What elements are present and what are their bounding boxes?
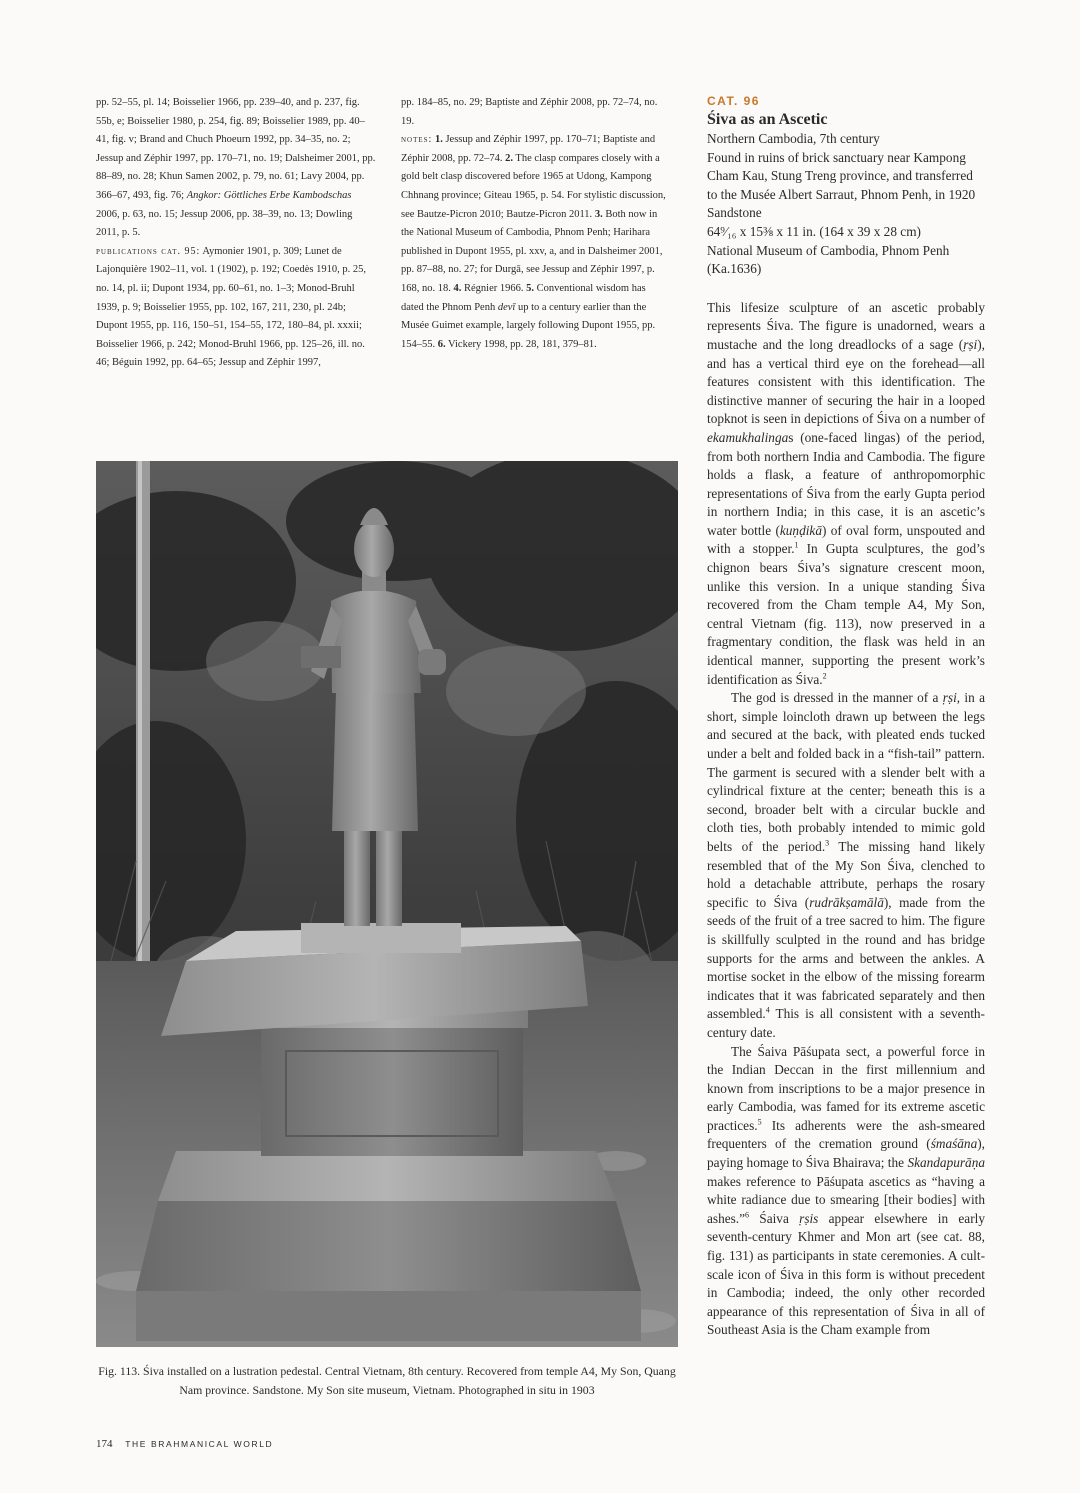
note-text: Régnier 1966. xyxy=(461,282,527,294)
page-number: 174 xyxy=(96,1438,113,1450)
catalog-origin: Northern Cambodia, 7th century xyxy=(707,131,880,146)
essay-text: This is all consistent with a seventh-century date. xyxy=(707,1006,985,1040)
essay-paragraph-3 xyxy=(707,1043,985,1341)
essay-text: , in a short, simple loincloth drawn up between the legs and secured at the back, with pleated ends tucked under a belt and folded back in a “fish-tail” pattern. The garment is secured with a slender belt with a cylindrical fixture at the center; beneath this is a second, broader belt with a circular buckle and cloth ties, both probably intended to mimic gold belts of the period. xyxy=(707,690,985,854)
references-italic-title: Angkor: Göttliches Erbe Kambodschas xyxy=(186,189,352,201)
essay-text: Its adherents were the ash-smeared frequenters of the cremation ground ( xyxy=(707,1117,985,1152)
figure-caption: Fig. 113. Śiva installed on a lustration pedestal. Central Vietnam, 8th century. Recovered from temple A4, My Son, Quang Nam province. Sandstone. My Son site museum, Vietnam. Photographed in situ in 1903 xyxy=(98,1364,676,1397)
note-text: Conventional wisdom has dated the Phnom Penh xyxy=(401,282,646,313)
italic-term: śmaśāna xyxy=(930,1136,978,1152)
essay-text: In Gupta sculptures, the god’s chignon bears Śiva’s signature crescent moon, unlike this version. In a unique standing Śiva recovered from the Cham temple A4, My Son, central Vietnam (fig. 113), now preserved in a fragmentary condition, the flask was held in an identical manner, supporting the present work’s identification as Śiva. xyxy=(707,541,985,687)
footnote-ref: 2 xyxy=(822,671,827,681)
essay-body xyxy=(707,299,985,1340)
references-text-end: 2006, p. 63, no. 15; Jessup 2006, pp. 38–39, no. 13; Dowling 2011, p. 5. xyxy=(96,208,353,239)
note-text: up to a century earlier than the Musée Guimet example, largely following Dupont 1955, pp. 154–55. xyxy=(401,301,656,350)
note-text: Both now in the National Museum of Cambodia, Phnom Penh; Harihara published in Dupont 1955, pl. xxv, a, and in Dalsheimer 2001, pp. 87–88, no. 27; for Durgā, see Jessup and Zéphir 1997, p. 168, no. 18. xyxy=(401,208,663,294)
essay-text: s (one-faced lingas) of the period, from both northern India and Cambodia. The figure holds a flask, a feature of anthropomorphic representations of Śiva from the early Gupta period in northern India; in this case, it is an ascetic’s water bottle ( xyxy=(707,429,985,538)
essay-text: The missing hand likely resembled that of the My Son Śiva, clenched to hold a detachable attribute, perhaps the rosary specific to Śiva ( xyxy=(707,838,985,910)
footnote-ref: 5 xyxy=(757,1117,762,1127)
catalog-material: Sandstone xyxy=(707,205,762,221)
note-text: Vickery 1998, pp. 28, 181, 379–81. xyxy=(445,338,597,350)
essay-text: ) of oval form, unspouted and with a stopper. xyxy=(707,522,985,557)
publications-text: Aymonier 1901, p. 309; Lunet de Lajonquière 1902–11, vol. 1 (1902), p. 192; Coedès 1910, p. 25, no. 14, pl. ii; Dupont 1934, pp. 60–61, no. 1–3; Monod-Bruhl 1939, p. 9; Boisselier 1955, pp. 102, 167, 211, 230, pl. 24b; Dupont 1955, pp. 116, 150–51, 154–55, 172, 180–84, pl. xxxii; Boisselier 1966, p. 242; Monod-Bruhl 1966, pp. 125–26, ill. no. 46; Béguin 1992, pp. 64–65; Jessup and Zéphir 1997, xyxy=(96,245,366,369)
running-title: THE BRAHMANICAL WORLD xyxy=(125,1439,274,1449)
note-number: 1. xyxy=(434,134,443,146)
italic-term: ṛṣi xyxy=(942,690,957,706)
italic-term: kuṇḍikā xyxy=(779,522,822,538)
essay-text: This lifesize sculpture of an ascetic probably represents Śiva. The figure is unadorned, wears a mustache and the long dreadlocks of a sage ( xyxy=(707,299,985,352)
publications-label: publications cat. 95: xyxy=(96,245,201,257)
italic-term: ekamukhalinga xyxy=(707,429,789,445)
references-text: pp. 52–55, pl. 14; Boisselier 1966, pp. 239–40, and p. 237, fig. 55b, e; Boisselier 1980, p. 254, fig. 89; Boisselier 1989, pp. 40–41, fig. v; Brand and Chuch Phoeurn 1992, pp. 34–35, no. 2; Jessup and Zéphir 1997, pp. 170–71, no. 19; Dalsheimer 2001, pp. 88–89, no. 28; Khun Samen 2002, p. 79, no. 61; Lavy 2004, pp. 366–67, 493, fig. 76; xyxy=(96,97,376,201)
note-number: 6. xyxy=(437,338,446,350)
essay-paragraph-2 xyxy=(707,689,985,1042)
essay-text: Śaiva xyxy=(749,1210,800,1226)
note-number: 4. xyxy=(453,282,462,294)
note-text: The clasp compares closely with a gold belt clasp discovered before 1965 at Udong, Kampong Chhnang province; Giteau 1965, p. 54. For stylistic discussion, see Bautze-Picron 2010; Bautze-Picron 2011. xyxy=(401,152,666,220)
essay-text: makes reference to Pāśupata ascetics as “having a white radiance due to smearing [their bodies] with ashes.” xyxy=(707,1173,985,1226)
essay-text: ), and has a vertical third eye on the forehead—all features consistent with this identification. The distinctive manner of securing the hair in a looped topknot is seen in depictions of Śiva on a number of xyxy=(707,336,985,427)
italic-term: Skandapurāṇa xyxy=(907,1155,985,1171)
catalog-number: CAT. 96 xyxy=(707,94,760,108)
footnote-ref: 1 xyxy=(794,541,799,551)
siva-statue-photo xyxy=(96,461,678,1347)
essay-paragraph-1 xyxy=(707,299,985,689)
figure-photograph xyxy=(96,461,678,1347)
references-column-left xyxy=(96,94,376,373)
note-text: Jessup and Zéphir 1997, pp. 170–71; Baptiste and Zéphir 2008, pp. 72–74. xyxy=(401,134,656,164)
note-italic-term: devī xyxy=(497,301,516,313)
page-footer xyxy=(96,1437,273,1451)
catalog-collection: National Museum of Cambodia, Phnom Penh (Ka.1636) xyxy=(707,242,950,277)
note-number: 2. xyxy=(505,152,513,164)
notes-label: notes: xyxy=(401,134,433,146)
footnote-ref: 3 xyxy=(825,838,830,848)
essay-text: The god is dressed in the manner of a xyxy=(731,690,943,706)
essay-text: ), made from the seeds of the fruit of a tree sacred to him. The figure is skillfully sculpted in the round and has bridge supports for the arms and between the ankles. A mortise socket in the elbow of the missing forearm indicates that it was fabricated separately and then assembled. xyxy=(707,894,985,1022)
catalog-dimensions: 64⁹⁄₁₆ x 15⅜ x 11 in. (164 x 39 x 28 cm) xyxy=(707,223,921,239)
note-number: 5. xyxy=(526,282,534,294)
italic-term: ṛṣi xyxy=(963,336,978,352)
note-number: 3. xyxy=(594,208,603,220)
notes-column xyxy=(401,94,671,354)
footnote-ref: 6 xyxy=(745,1210,750,1220)
essay-text: appear elsewhere in early seventh-century Khmer and Mon art (see cat. 88, fig. 131) as participants in state ceremonies. A cult-scale icon of Śiva in this form is without precedent in Cambodia; indeed, the only other recorded appearance of this representation of Śiva in all of Southeast Asia is the Cham example from xyxy=(707,1210,985,1338)
references-continued: pp. 184–85, no. 29; Baptiste and Zéphir 2008, pp. 72–74, no. 19. xyxy=(401,97,658,127)
catalog-provenance: Found in ruins of brick sanctuary near Kampong Cham Kau, Stung Treng province, and transferred to the Musée Albert Sarraut, Phnom Penh, in 1920 xyxy=(707,149,976,202)
catalog-title: Śiva as an Ascetic xyxy=(707,111,828,128)
essay-text: ), paying homage to Śiva Bhairava; the xyxy=(707,1136,985,1171)
essay-text: The Śaiva Pāśupata sect, a powerful force in the Indian Deccan in the first millennium and known from inscriptions to be a major presence in early Cambodia, was famed for its extreme ascetic practices. xyxy=(707,1043,985,1133)
catalog-metadata xyxy=(707,130,985,279)
catalog-entry xyxy=(707,93,985,1340)
italic-term: rudrākṣamālā xyxy=(809,894,884,910)
italic-term: ṛṣis xyxy=(799,1210,819,1226)
footnote-ref: 4 xyxy=(765,1005,770,1015)
